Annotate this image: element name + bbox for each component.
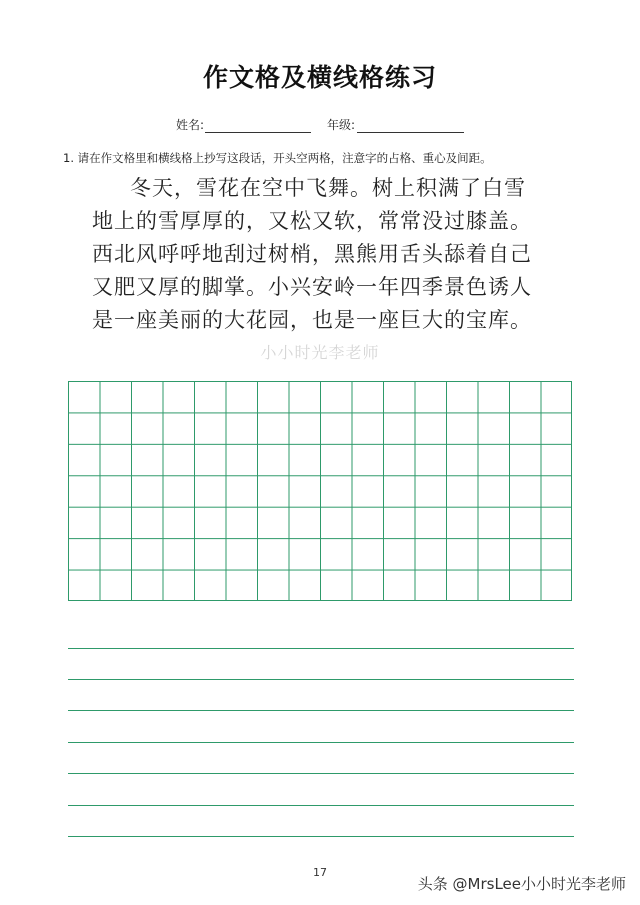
passage-line: 地上的雪厚厚的，又松又软，常常没过膝盖。: [92, 209, 532, 233]
writing-line[interactable]: [68, 805, 574, 806]
passage-line: 西北风呼呼地刮过树梢，黑熊用舌头舔着自己: [92, 242, 532, 266]
writing-line[interactable]: [68, 836, 574, 837]
grade-label: 年级:: [327, 118, 356, 132]
grade-blank: [357, 132, 464, 133]
writing-line[interactable]: [68, 710, 574, 711]
composition-grid[interactable]: [68, 381, 572, 601]
writing-line[interactable]: [68, 648, 574, 649]
name-blank: [205, 132, 311, 133]
passage-line: 是一座美丽的大花园，也是一座巨大的宝库。: [92, 308, 532, 332]
writing-line[interactable]: [68, 679, 574, 680]
student-info: [0, 114, 640, 136]
writing-line[interactable]: [68, 773, 574, 774]
instruction-text: 1. 请在作文格里和横线格上抄写这段话，开头空两格，注意字的占格、重心及间距。: [63, 151, 492, 165]
writing-line[interactable]: [68, 742, 574, 743]
passage-line: 又肥又厚的脚掌。小兴安岭一年四季景色诱人: [92, 275, 532, 299]
page-title: 作文格及横线格练习: [202, 63, 437, 92]
name-label: 姓名:: [176, 118, 205, 132]
watermark: 小小时光李老师: [260, 343, 380, 362]
model-passage: [92, 172, 592, 337]
passage-line: 冬天，雪花在空中飞舞。树上积满了白雪: [130, 176, 526, 200]
page-number: 17: [313, 866, 327, 879]
source-credit: 头条 @MrsLee小小时光李老师: [417, 875, 626, 893]
